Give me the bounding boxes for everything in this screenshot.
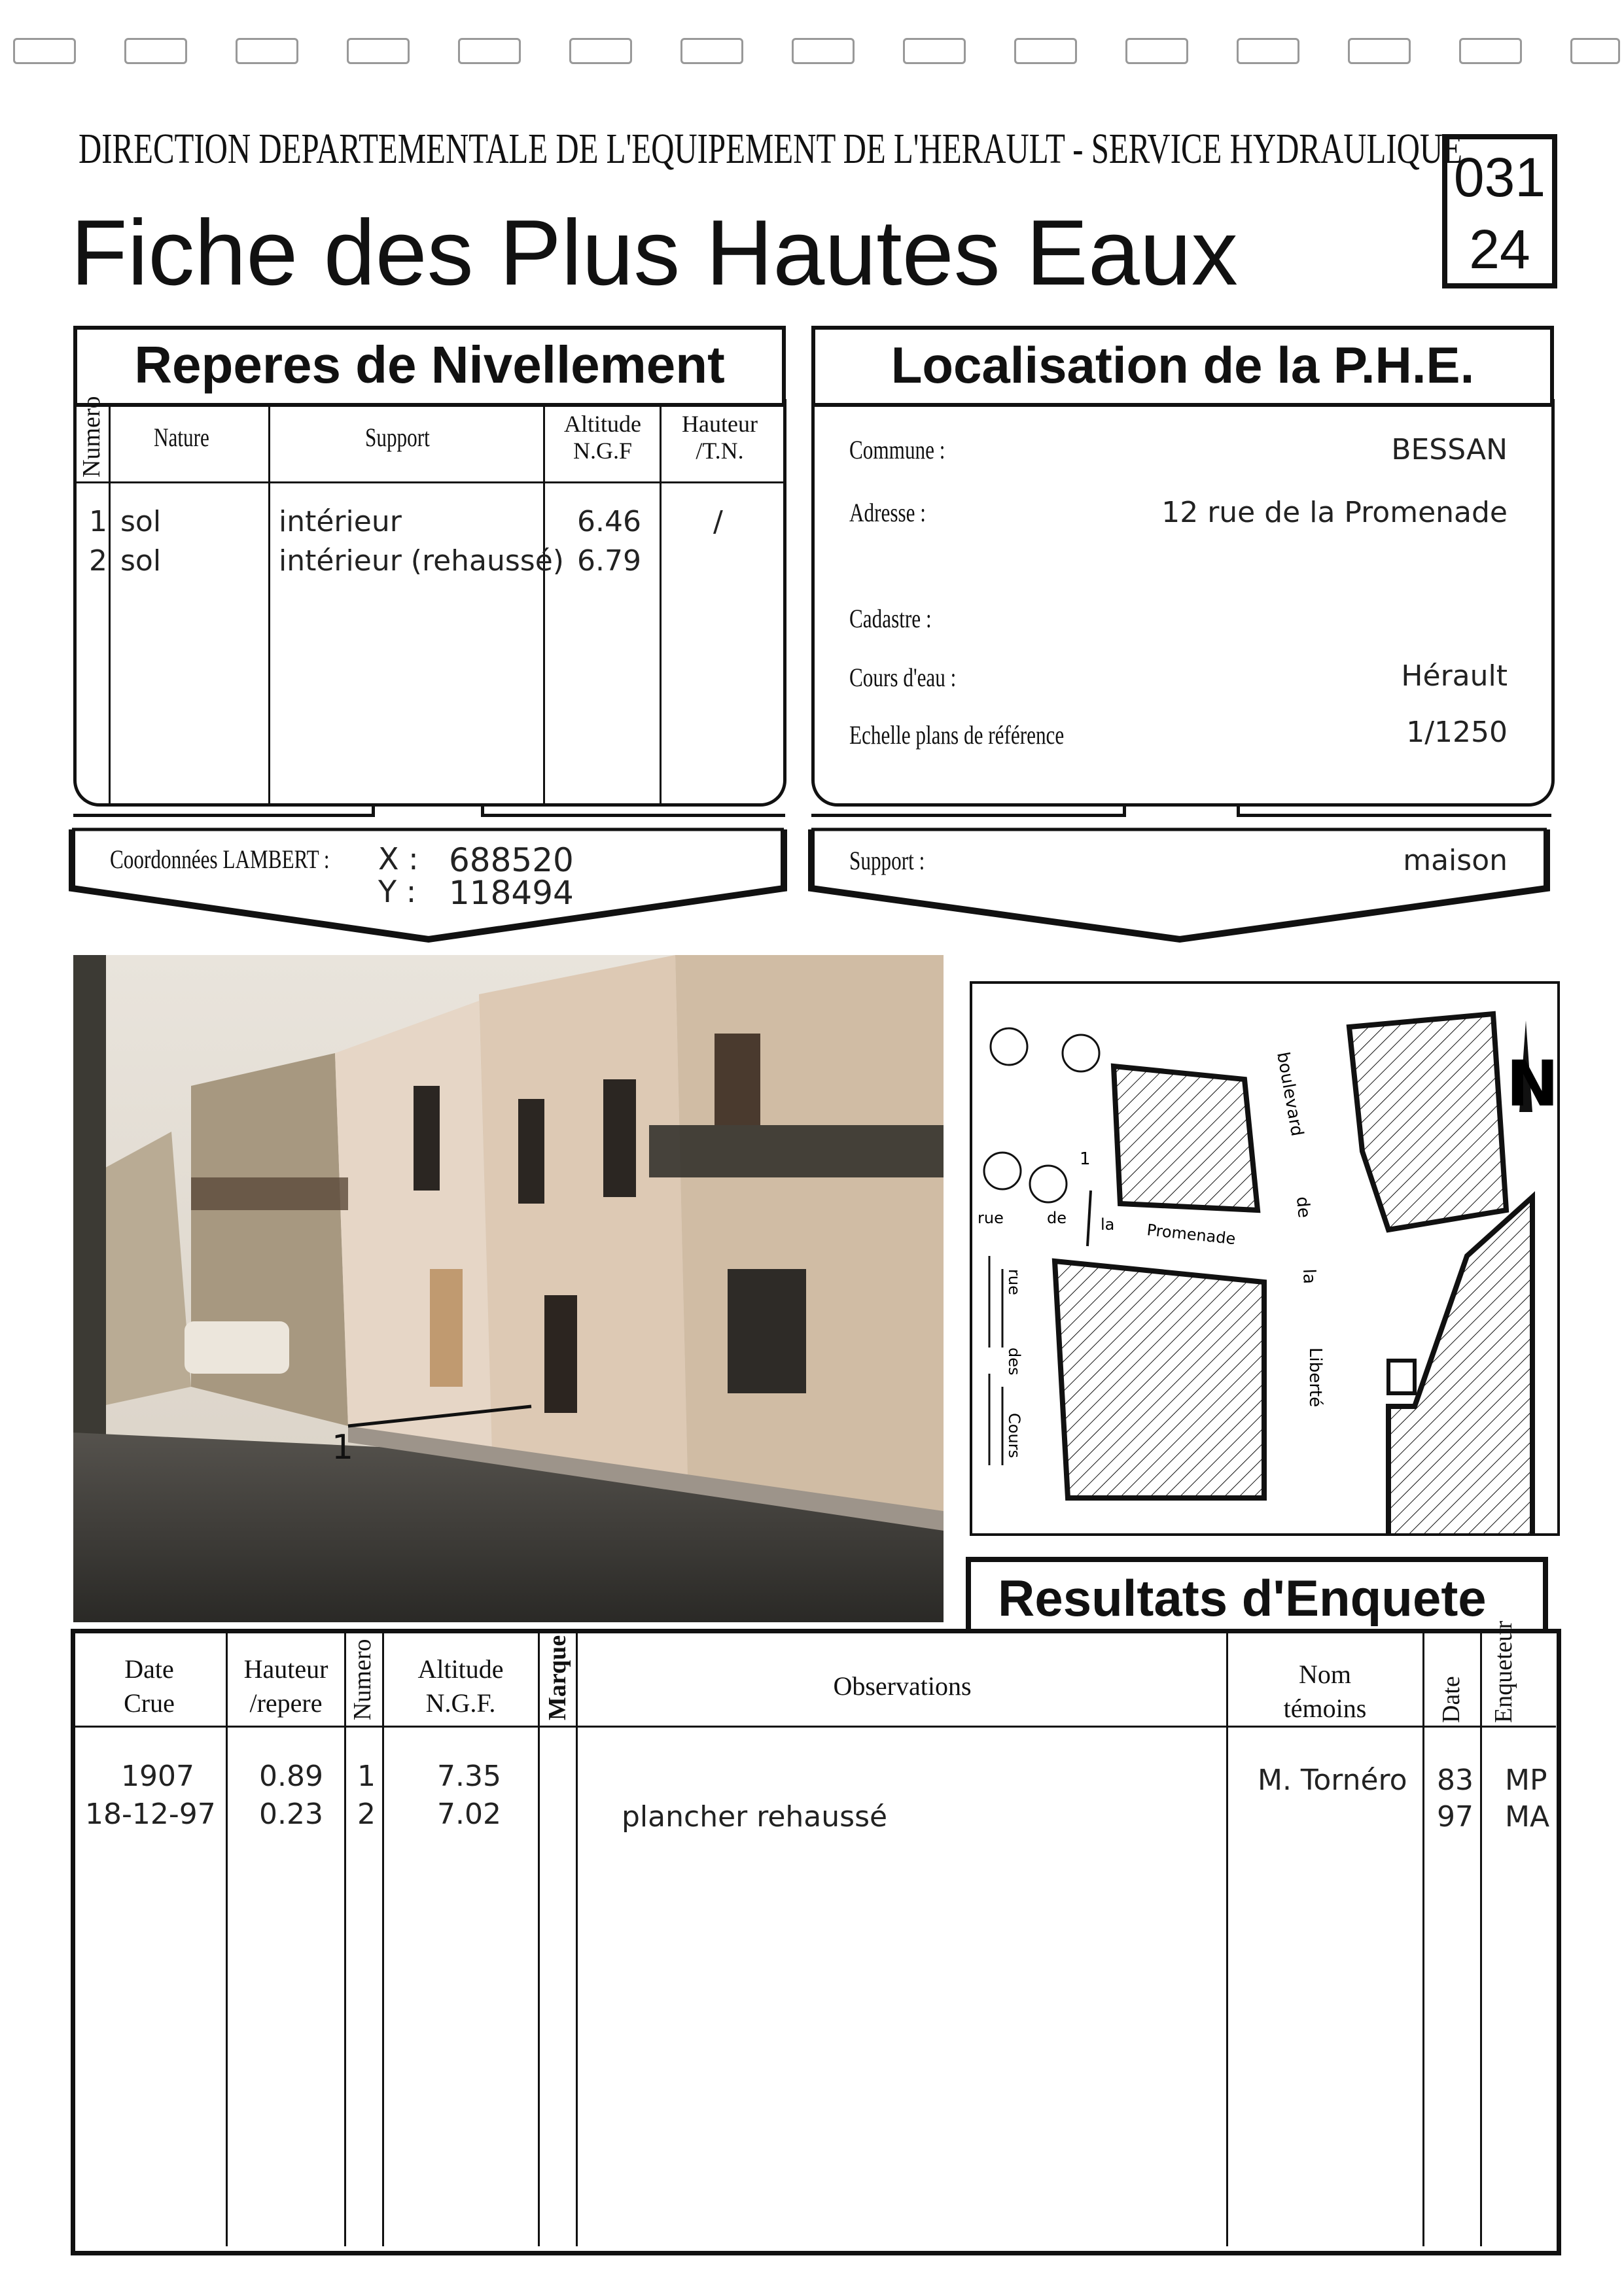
res-col-date-crue [73, 1652, 225, 1720]
res-row2-enqueteur: MA [1505, 1800, 1550, 1834]
reperes-title: Reperes de Nivellement [73, 326, 786, 407]
map-street-des: des [1005, 1348, 1023, 1376]
reperes-col-altitude [547, 411, 658, 465]
resultats-title: Resultats d'Enquete [998, 1569, 1487, 1627]
map-street-de2: de [1047, 1209, 1067, 1227]
res-row1-enqueteur: MP [1505, 1764, 1547, 1797]
map-street-de: de [1292, 1195, 1314, 1219]
photo-marker: 1 [332, 1428, 354, 1467]
reperes-row1-hauteur: / [713, 505, 723, 538]
echelle-value: 1/1250 [1406, 716, 1508, 749]
cadastre-label: Cadastre : [849, 604, 932, 633]
res-row1-numero: 1 [357, 1760, 376, 1793]
res-col-numero: Numero [349, 1639, 376, 1720]
res-row1-hauteur: 0.89 [259, 1760, 323, 1793]
res-row1-date: 83 [1437, 1764, 1474, 1797]
coord-label: Coordonnées LAMBERT : [110, 844, 330, 874]
coord-x-value: 688520 [449, 841, 574, 879]
support-pointer-box [805, 823, 1555, 947]
res-col-date: Date [1438, 1676, 1465, 1723]
map-street-promenade: Promenade [1146, 1221, 1237, 1249]
res-col-marque: Marque [544, 1635, 571, 1720]
res-col-enqueteur: Enqueteur [1490, 1620, 1517, 1723]
direction-line: DIRECTION DEPARTEMENTALE DE L'EQUIPEMENT DE L'HERAULT - SERVICE HYDRAULIQUE [79, 125, 1462, 173]
res-col-hauteur [229, 1652, 343, 1720]
map-street-cours: Cours [1005, 1413, 1023, 1459]
reperes-row2-altitude: 6.79 [577, 544, 641, 578]
col-altitude-ngf-text: Altitude N.G.F. [417, 1654, 504, 1718]
reperes-row2-nature: sol [120, 544, 162, 578]
fiche-code-bottom: 24 [1469, 218, 1530, 280]
map-marker: 1 [1080, 1149, 1091, 1169]
res-row2-date: 97 [1437, 1800, 1474, 1834]
res-col-altitude [385, 1652, 537, 1720]
coord-x-label: X : [378, 841, 419, 877]
res-col-nom [1229, 1658, 1421, 1726]
map-north: N [1506, 1047, 1559, 1121]
coord-y-label: Y : [378, 874, 417, 909]
col-date-crue-text: Date Crue [124, 1654, 175, 1718]
reperes-col-support: Support [365, 423, 430, 452]
commune-value: BESSAN [1391, 433, 1508, 466]
res-row2-numero: 2 [357, 1798, 376, 1831]
reperes-col-hauteur [662, 411, 777, 465]
res-col-observations: Observations [833, 1671, 972, 1701]
reperes-row1-nature: sol [120, 505, 162, 538]
reperes-row2-support: intérieur (rehaussé) [279, 544, 564, 578]
adresse-value: 12 rue de la Promenade [1161, 496, 1508, 529]
map-street-rue: rue [978, 1209, 1004, 1227]
reperes-row1-support: intérieur [279, 505, 402, 538]
map-street-liberte: Liberté [1305, 1348, 1325, 1408]
reperes-col-nature: Nature [154, 423, 209, 452]
fiche-code-box [1442, 134, 1557, 288]
reperes-col-numero: Numero [78, 396, 105, 478]
echelle-label: Echelle plans de référence [849, 720, 1065, 750]
reperes-row2-numero: 2 [89, 544, 107, 578]
map-street-rue2: rue [1005, 1269, 1023, 1295]
map-street-la: la [1299, 1268, 1319, 1285]
cours-eau-label: Cours d'eau : [849, 663, 957, 692]
support-value: maison [1403, 844, 1508, 877]
localisation-title: Localisation de la P.H.E. [811, 326, 1554, 407]
adresse-label: Adresse : [849, 498, 926, 527]
col-hauteur-text: Hauteur /T.N. [682, 411, 758, 464]
fiche-code-top: 031 [1453, 147, 1546, 208]
reperes-row1-altitude: 6.46 [577, 505, 641, 538]
res-row2-date-crue: 18-12-97 [85, 1798, 216, 1831]
res-row1-date-crue: 1907 [121, 1760, 194, 1793]
commune-label: Commune : [849, 435, 945, 464]
cours-eau-value: Hérault [1401, 659, 1508, 693]
map-street-boulevard: boulevard [1273, 1051, 1307, 1138]
res-row2-hauteur: 0.23 [259, 1798, 323, 1831]
res-row2-observation: plancher rehaussé [622, 1800, 888, 1834]
reperes-row1-numero: 1 [89, 505, 107, 538]
res-row1-nom: M. Tornéro [1258, 1764, 1407, 1797]
col-altitude-text: Altitude N.G.F [564, 411, 641, 464]
location-map [970, 981, 1560, 1536]
street-photo [73, 955, 944, 1622]
col-hauteur-repere-text: Hauteur /repere [243, 1654, 328, 1718]
map-street-la2: la [1101, 1215, 1115, 1234]
page-title: Fiche des Plus Hautes Eaux [71, 201, 1238, 305]
res-row1-altitude: 7.35 [437, 1760, 501, 1793]
coord-y-value: 118494 [449, 874, 574, 912]
res-row2-altitude: 7.02 [437, 1798, 501, 1831]
coordinates-pointer-box [65, 823, 792, 947]
support-label: Support : [849, 846, 925, 875]
col-nom-text: Nom témoins [1283, 1660, 1367, 1723]
